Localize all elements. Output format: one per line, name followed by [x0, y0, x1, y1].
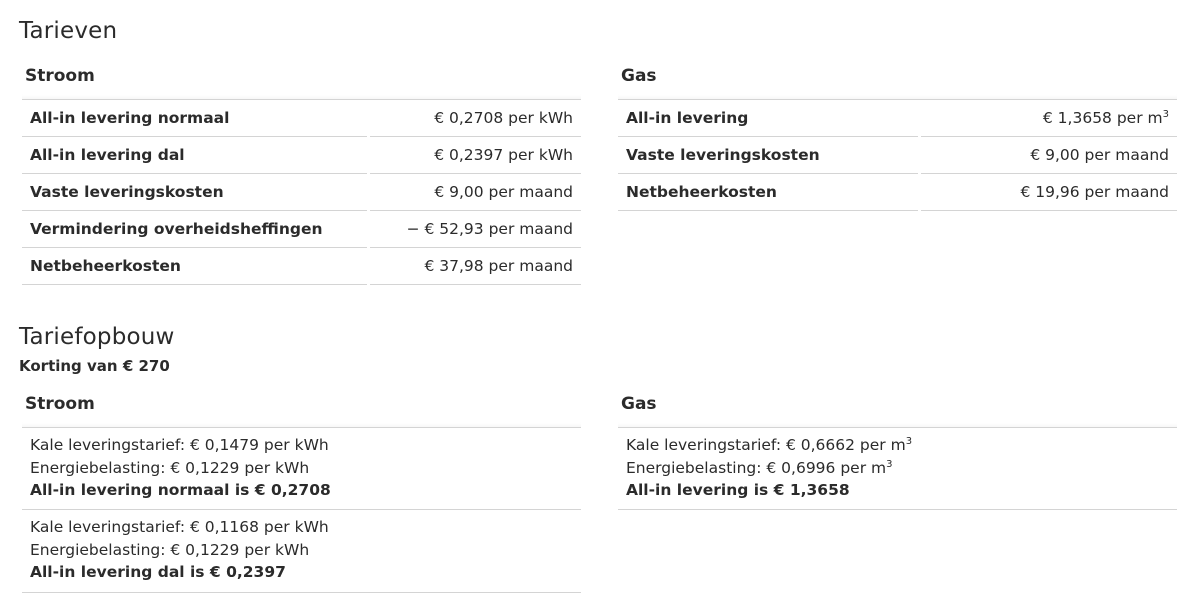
breakdown-line-text: Kale leveringstarief: € 0,6662 per m [626, 436, 906, 454]
table-row [22, 137, 581, 174]
breakdown-line: Kale leveringstarief: € 0,1168 per kWh [30, 518, 329, 536]
breakdown-line: Energiebelasting: € 0,1229 per kWh [30, 540, 310, 559]
rate-value: € 37,98 per maand [370, 248, 581, 285]
breakdown-total: All-in levering normaal is € 0,2708 [30, 481, 331, 499]
tariefopbouw-heading: Tariefopbouw [19, 324, 175, 350]
tarieven-stroom-panel [22, 53, 581, 285]
breakdown-line: Kale leveringstarief: € 0,1479 per kWh [30, 436, 329, 454]
rate-label: All-in levering [618, 100, 918, 137]
tarieven-heading: Tarieven [19, 18, 118, 44]
breakdown-line [626, 457, 1177, 480]
rate-label: All-in levering dal [22, 137, 367, 174]
rate-value: − € 52,93 per maand [370, 211, 581, 248]
rate-label: Vaste leveringskosten [22, 174, 367, 211]
rate-value: € 19,96 per maand [921, 174, 1177, 211]
table-row [22, 100, 581, 137]
table-row [618, 174, 1177, 211]
tariefopbouw-stroom-panel [22, 381, 581, 593]
table-row [22, 211, 581, 248]
breakdown-total: All-in levering dal is € 0,2397 [30, 563, 286, 581]
breakdown-section [22, 510, 581, 593]
tariefopbouw-gas-title: Gas [618, 381, 1177, 428]
rate-value: € 9,00 per maand [370, 174, 581, 211]
breakdown-line: Energiebelasting: € 0,1229 per kWh [30, 458, 310, 477]
breakdown-section [22, 428, 581, 510]
tarieven-stroom-title: Stroom [22, 53, 581, 100]
rate-value: € 9,00 per maand [921, 137, 1177, 174]
rate-label: Netbeheerkosten [618, 174, 918, 211]
table-row [22, 248, 581, 285]
rate-label: All-in levering normaal [22, 100, 367, 137]
table-row [618, 137, 1177, 174]
breakdown-section [618, 428, 1177, 510]
superscript: 3 [1162, 109, 1169, 120]
rate-value [921, 100, 1177, 137]
table-row [618, 100, 1177, 137]
breakdown-line-text: Energiebelasting: € 0,6996 per m [626, 458, 887, 477]
discount-label: Korting van € 270 [19, 357, 170, 375]
superscript: 3 [886, 458, 893, 470]
rate-value: € 0,2708 per kWh [370, 100, 581, 137]
rate-label: Netbeheerkosten [22, 248, 367, 285]
tarieven-gas-panel [618, 53, 1177, 211]
rate-value-text: € 1,3658 per m [1042, 109, 1163, 127]
superscript: 3 [905, 436, 913, 447]
rate-label: Vermindering overheidsheffingen [22, 211, 367, 248]
breakdown-total: All-in levering is € 1,3658 [626, 481, 850, 499]
tarieven-gas-title: Gas [618, 53, 1177, 100]
tariefopbouw-gas-panel [618, 381, 1177, 510]
rate-value: € 0,2397 per kWh [370, 137, 581, 174]
table-row [22, 174, 581, 211]
tariefopbouw-stroom-title: Stroom [22, 381, 581, 428]
rate-label: Vaste leveringskosten [618, 137, 918, 174]
breakdown-line [626, 434, 1177, 457]
